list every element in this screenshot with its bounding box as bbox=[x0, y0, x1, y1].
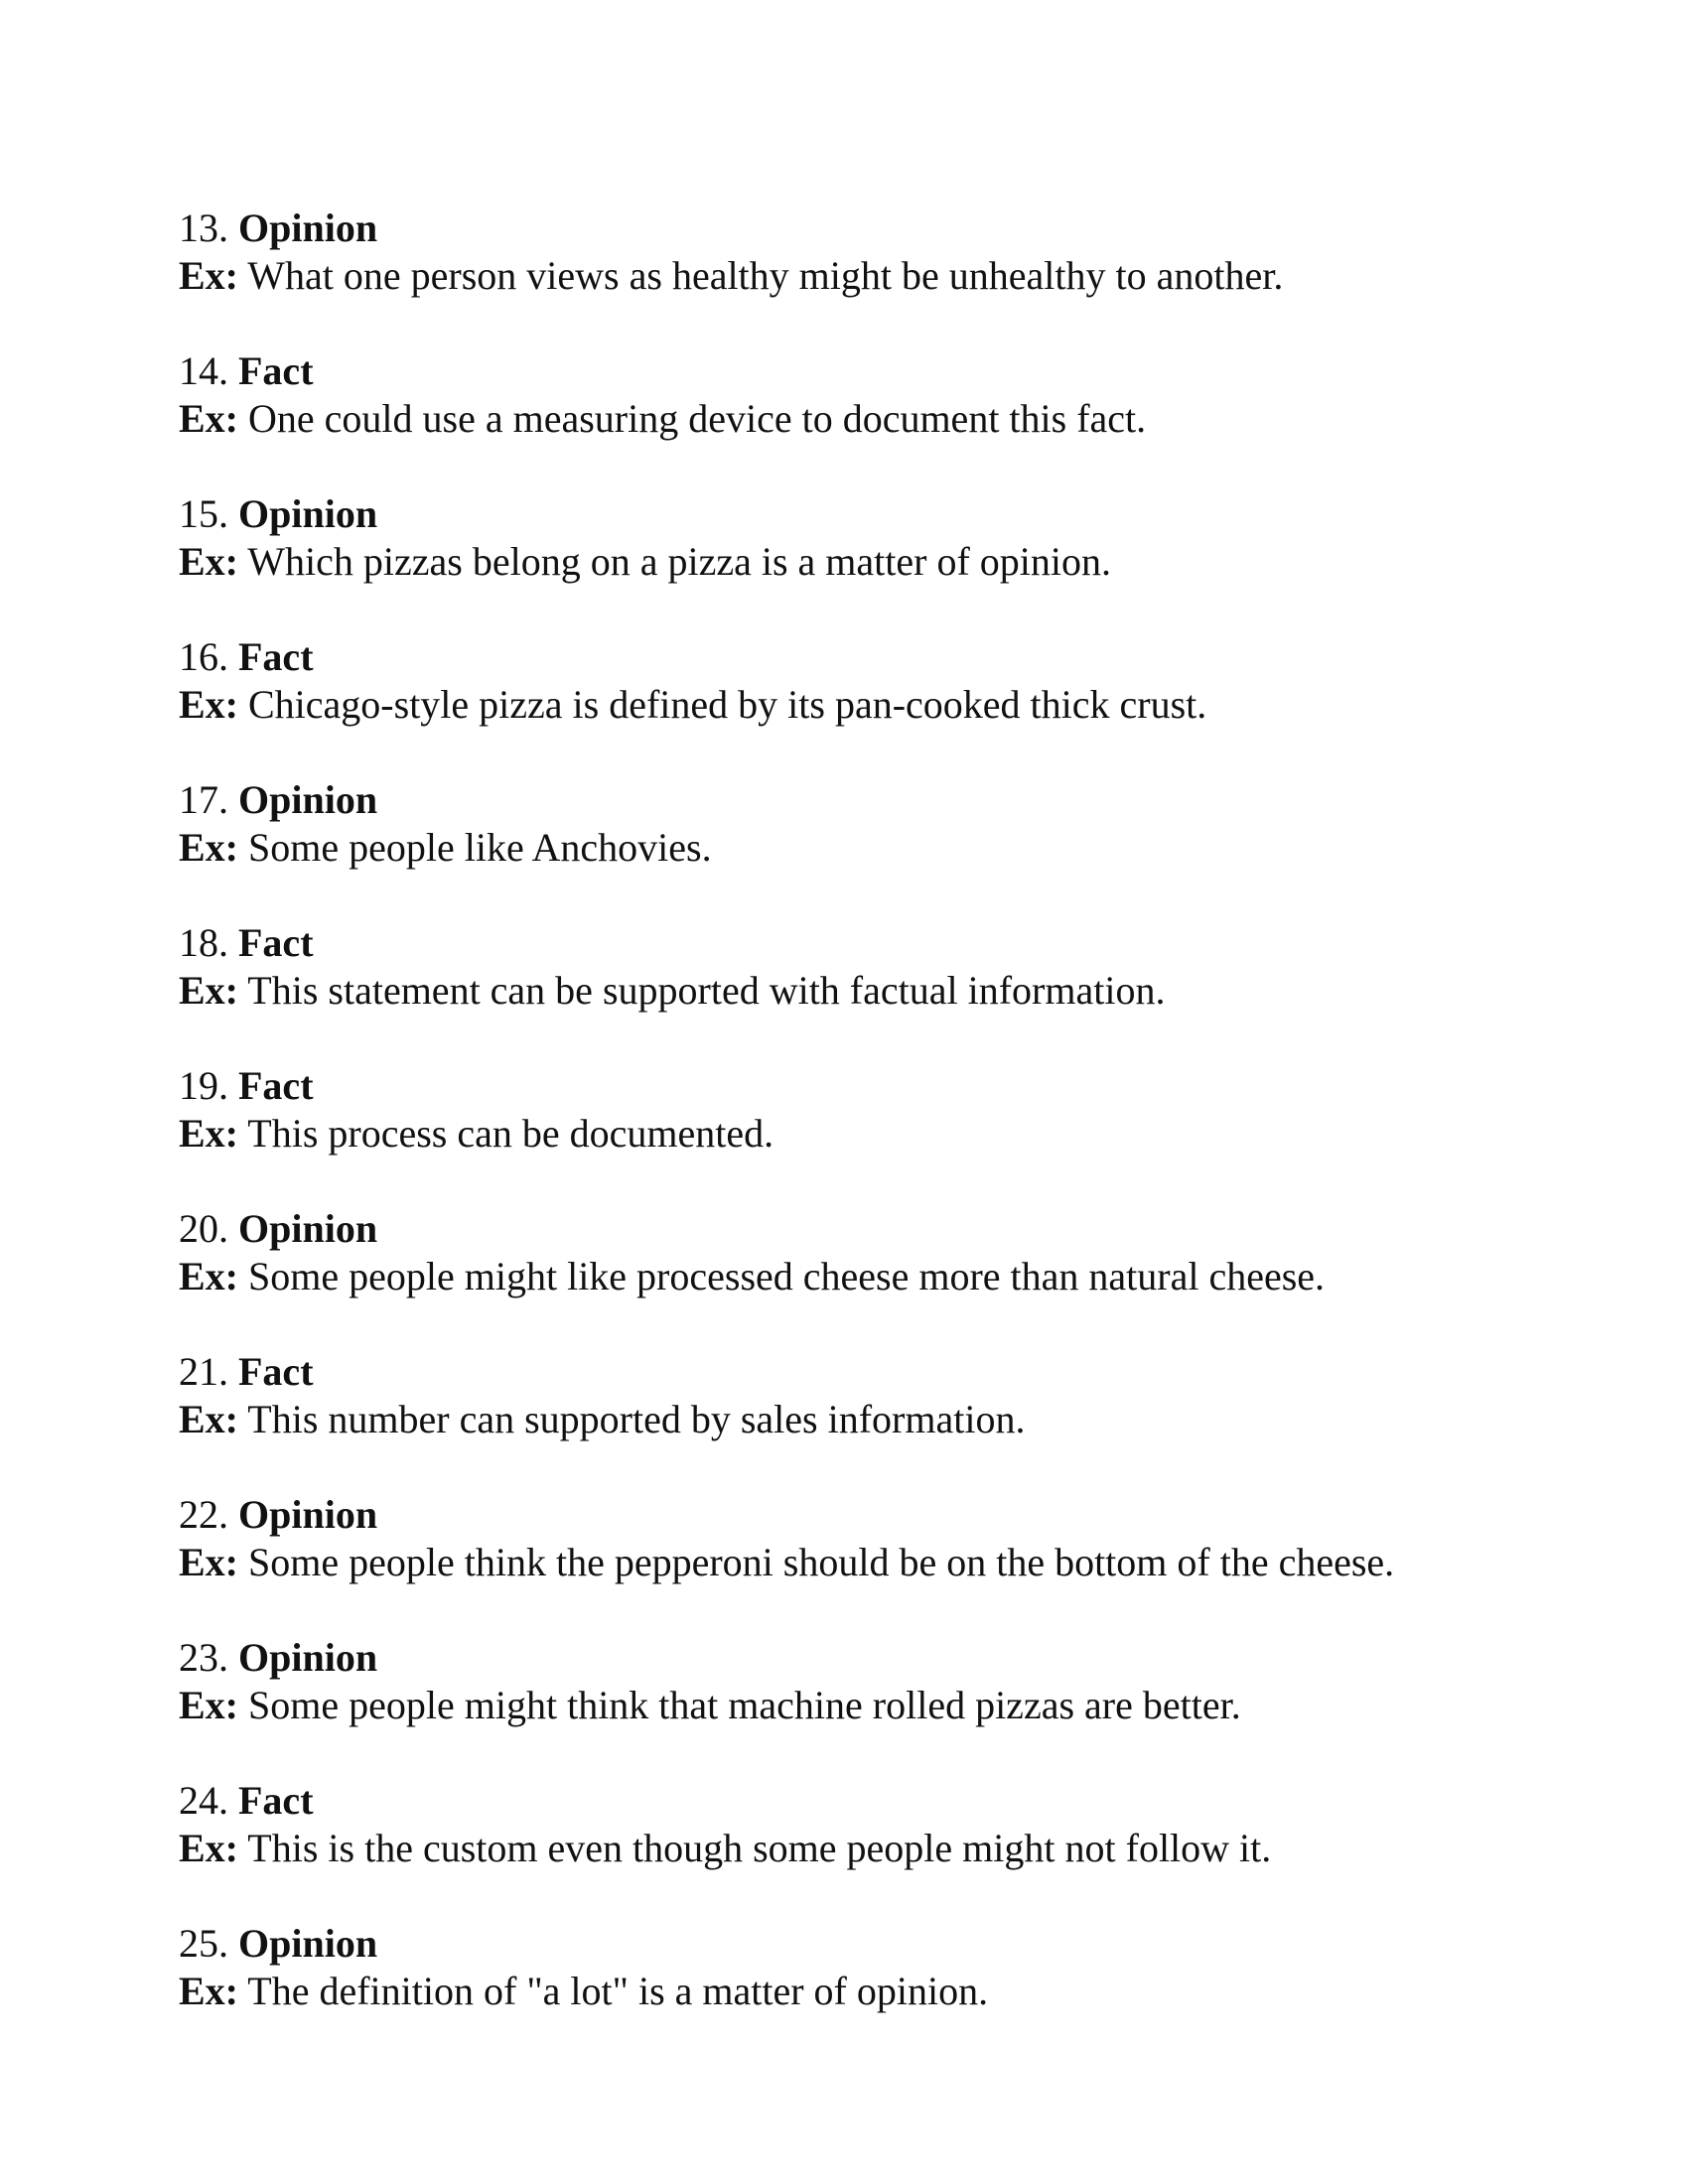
answer-heading bbox=[179, 490, 1549, 538]
explanation-line bbox=[179, 395, 1549, 443]
ex-label: Ex: bbox=[179, 1683, 238, 1727]
answer-item-22 bbox=[179, 1491, 1549, 1634]
explanation-line bbox=[179, 967, 1549, 1015]
item-number: 19. bbox=[179, 1063, 228, 1108]
explanation-text: One could use a measuring device to document this fact. bbox=[248, 396, 1147, 441]
explanation-line bbox=[179, 681, 1549, 729]
explanation-line bbox=[179, 538, 1549, 586]
explanation-line bbox=[179, 1682, 1549, 1729]
explanation-line bbox=[179, 1253, 1549, 1300]
answer-heading bbox=[179, 1491, 1549, 1539]
verdict-label: Fact bbox=[238, 1349, 314, 1394]
item-number: 23. bbox=[179, 1635, 228, 1680]
answer-heading bbox=[179, 919, 1549, 967]
item-number: 14. bbox=[179, 348, 228, 393]
ex-label: Ex: bbox=[179, 968, 238, 1013]
explanation-text: Some people might think that machine rolled pizzas are better. bbox=[248, 1683, 1241, 1727]
ex-label: Ex: bbox=[179, 1397, 238, 1441]
answer-heading bbox=[179, 1634, 1549, 1682]
ex-label: Ex: bbox=[179, 682, 238, 727]
verdict-label: Fact bbox=[238, 634, 314, 679]
verdict-label: Opinion bbox=[238, 491, 378, 536]
answer-item-19 bbox=[179, 1062, 1549, 1205]
answer-item-16 bbox=[179, 633, 1549, 776]
answer-item-18 bbox=[179, 919, 1549, 1062]
ex-label: Ex: bbox=[179, 1826, 238, 1870]
verdict-label: Opinion bbox=[238, 205, 378, 250]
verdict-label: Opinion bbox=[238, 1492, 378, 1537]
answer-item-20 bbox=[179, 1205, 1549, 1348]
item-number: 16. bbox=[179, 634, 228, 679]
ex-label: Ex: bbox=[179, 539, 238, 584]
item-number: 21. bbox=[179, 1349, 228, 1394]
explanation-text: This statement can be supported with factual information. bbox=[247, 968, 1166, 1013]
explanation-text: Which pizzas belong on a pizza is a matter of opinion. bbox=[247, 539, 1111, 584]
verdict-label: Opinion bbox=[238, 1921, 378, 1966]
answer-item-17 bbox=[179, 776, 1549, 919]
answer-item-21 bbox=[179, 1348, 1549, 1491]
verdict-label: Fact bbox=[238, 920, 314, 965]
ex-label: Ex: bbox=[179, 396, 238, 441]
answer-item-15 bbox=[179, 490, 1549, 633]
verdict-label: Fact bbox=[238, 1063, 314, 1108]
explanation-text: What one person views as healthy might be unhealthy to another. bbox=[247, 253, 1284, 298]
verdict-label: Opinion bbox=[238, 1206, 378, 1251]
item-number: 17. bbox=[179, 777, 228, 822]
answer-item-24 bbox=[179, 1777, 1549, 1920]
answer-item-14 bbox=[179, 347, 1549, 490]
item-number: 20. bbox=[179, 1206, 228, 1251]
answer-item-25 bbox=[179, 1920, 1549, 2063]
explanation-line bbox=[179, 1110, 1549, 1158]
answer-item-13 bbox=[179, 205, 1549, 347]
explanation-text: The definition of "a lot" is a matter of opinion. bbox=[247, 1969, 989, 2013]
answer-heading bbox=[179, 776, 1549, 824]
explanation-line bbox=[179, 1396, 1549, 1443]
answer-heading bbox=[179, 347, 1549, 395]
explanation-line bbox=[179, 1825, 1549, 1872]
item-number: 25. bbox=[179, 1921, 228, 1966]
ex-label: Ex: bbox=[179, 253, 238, 298]
explanation-text: Some people might like processed cheese more than natural cheese. bbox=[248, 1254, 1326, 1298]
item-number: 18. bbox=[179, 920, 228, 965]
explanation-line bbox=[179, 1539, 1549, 1586]
explanation-line bbox=[179, 252, 1549, 300]
explanation-text: This process can be documented. bbox=[247, 1111, 774, 1156]
verdict-label: Fact bbox=[238, 348, 314, 393]
ex-label: Ex: bbox=[179, 825, 238, 870]
item-number: 15. bbox=[179, 491, 228, 536]
ex-label: Ex: bbox=[179, 1111, 238, 1156]
explanation-line bbox=[179, 824, 1549, 872]
explanation-line bbox=[179, 1968, 1549, 2015]
explanation-text: Some people think the pepperoni should be on the bottom of the cheese. bbox=[248, 1540, 1395, 1584]
answer-heading bbox=[179, 1205, 1549, 1253]
verdict-label: Opinion bbox=[238, 1635, 378, 1680]
answer-list bbox=[179, 205, 1549, 2063]
explanation-text: Some people like Anchovies. bbox=[248, 825, 712, 870]
explanation-text: This number can supported by sales information. bbox=[247, 1397, 1026, 1441]
ex-label: Ex: bbox=[179, 1540, 238, 1584]
item-number: 24. bbox=[179, 1778, 228, 1823]
answer-heading bbox=[179, 1062, 1549, 1110]
explanation-text: Chicago-style pizza is defined by its pan-cooked thick crust. bbox=[248, 682, 1207, 727]
verdict-label: Opinion bbox=[238, 777, 378, 822]
answer-heading bbox=[179, 1348, 1549, 1396]
item-number: 22. bbox=[179, 1492, 228, 1537]
ex-label: Ex: bbox=[179, 1969, 238, 2013]
answer-item-23 bbox=[179, 1634, 1549, 1777]
answer-heading bbox=[179, 1920, 1549, 1968]
verdict-label: Fact bbox=[238, 1778, 314, 1823]
item-number: 13. bbox=[179, 205, 228, 250]
answer-heading bbox=[179, 633, 1549, 681]
answer-heading bbox=[179, 205, 1549, 252]
ex-label: Ex: bbox=[179, 1254, 238, 1298]
explanation-text: This is the custom even though some people might not follow it. bbox=[247, 1826, 1272, 1870]
answer-heading bbox=[179, 1777, 1549, 1825]
